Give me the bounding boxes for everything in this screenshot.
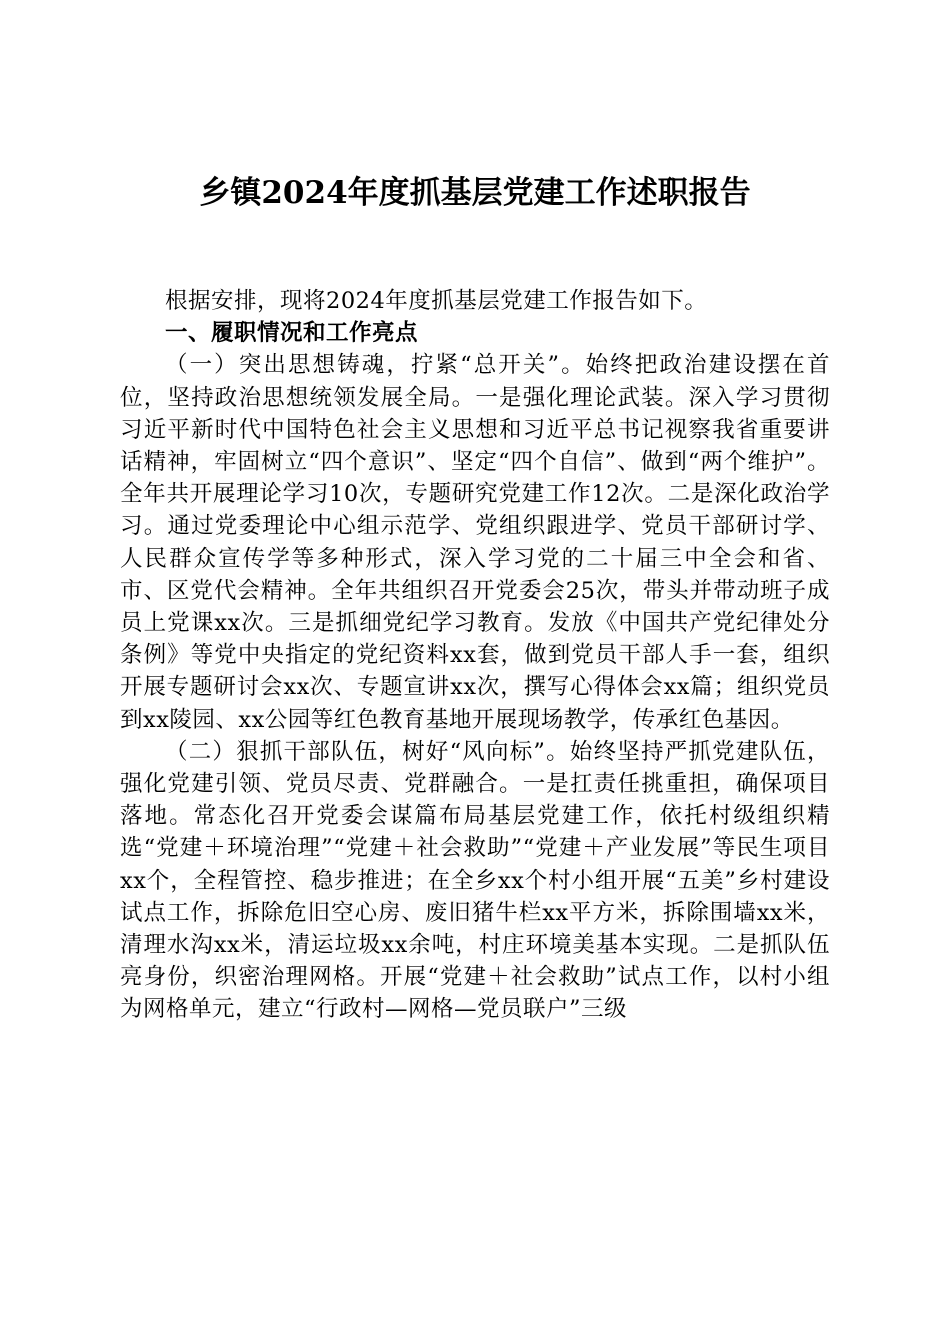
body-paragraph: （二）狠抓干部队伍，树好“风向标”。始终坚持严抓党建队伍，强化党建引领、党员尽责、党群融合。一是扛责任挑重担，确保项目落地。常态化召开党委会谋篇布局基层党建工作，依托村级组织精选“党建＋环境治理”“党建＋社会救助”“党建＋产业发展”等民生项目xx个，全程管控、稳步推进；在全乡xx个村小组开展“五美”乡村建设试点工作，拆除危旧空心房、废旧猪牛栏xx平方米，拆除围墙xx米，清理水沟xx米，清运垃圾xx余吨，村庄环境美基本实现。二是抓队伍亮身份，织密治理网格。开展“党建＋社会救助”试点工作，以村小组为网格单元，建立“行政村—网格—党员联户”三级	[120, 738, 830, 1023]
body-paragraph: （一）突出思想铸魂，拧紧“总开关”。始终把政治建设摆在首位，坚持政治思想统领发展全局。一是强化理论武装。深入学习贯彻习近平新时代中国特色社会主义思想和习近平总书记视察我省重要讲话精神，牢固树立“四个意识”、坚定“四个自信”、做到“两个维护”。全年共开展理论学习10次，专题研究党建工作12次。二是深化政治学习。通过党委理论中心组示范学、党组织跟进学、党员干部研讨学、人民群众宣传学等多种形式，深入学习党的二十届三中全会和省、市、区党代会精神。全年共组织召开党委会25次，带头并带动班子成员上党课xx次。三是抓细党纪学习教育。发放《中国共产党纪律处分条例》等党中央指定的党纪资料xx套，做到党员干部人手一套，组织开展专题研讨会xx次、专题宣讲xx次，撰写心得体会xx篇；组织党员到xx陵园、xx公园等红色教育基地开展现场教学，传承红色基因。	[120, 352, 830, 733]
intro-paragraph: 根据安排，现将2024年度抓基层党建工作报告如下。	[165, 288, 708, 314]
document-body	[120, 285, 830, 1026]
document-title: 乡镇2024年度抓基层党建工作述职报告	[199, 175, 751, 211]
section-heading: 一、履职情况和工作亮点	[165, 320, 419, 347]
